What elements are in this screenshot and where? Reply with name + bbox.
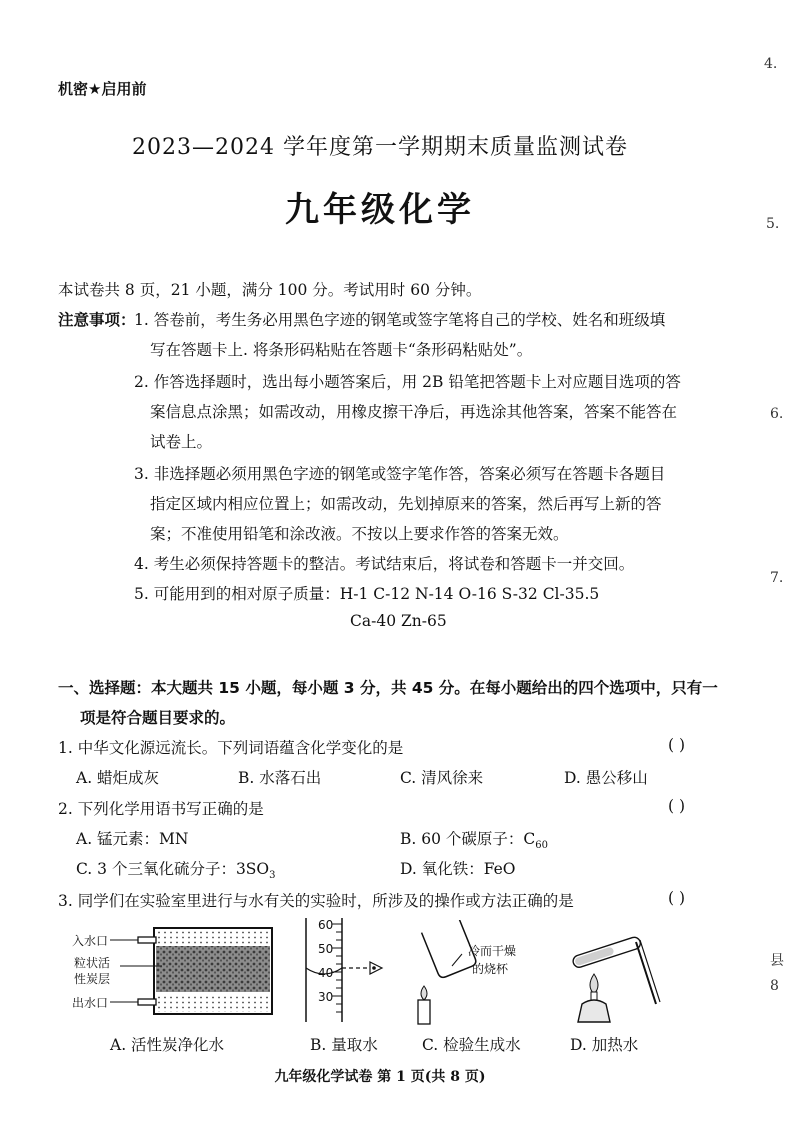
notice-line: 案信息点涂黑；如需改动，用橡皮擦干净后，再选涂其他答案，答案不能答在 bbox=[150, 403, 678, 421]
q1-option-d: D. 愚公移山 bbox=[564, 769, 648, 787]
heating-drawing bbox=[564, 922, 674, 1026]
figure-c-label: C. 检验生成水 bbox=[422, 1036, 521, 1054]
beaker-note-2: 的烧杯 bbox=[472, 962, 509, 976]
notice-line: Ca-40 Zn-65 bbox=[350, 612, 447, 630]
subject-title: 九年级化学 bbox=[285, 190, 475, 230]
cylinder-drawing bbox=[296, 916, 396, 1026]
margin-number: 8 bbox=[770, 978, 779, 994]
cylinder-tick-label: 50 bbox=[318, 942, 334, 956]
notice-line: 2. 作答选择题时，选出每小题答案后，用 2B 铅笔把答题卡上对应题目选项的答 bbox=[134, 373, 681, 391]
margin-number: 5. bbox=[766, 216, 780, 232]
cylinder-tick-label: 30 bbox=[318, 990, 334, 1004]
confidential-mark: 机密★启用前 bbox=[58, 80, 147, 98]
carbon-layer-label-1: 粒状活 bbox=[74, 956, 111, 970]
notice-line: 案；不准使用铅笔和涂改液。不按以上要求作答的答案无效。 bbox=[150, 525, 569, 543]
answer-paren: ( ) bbox=[668, 797, 686, 815]
cylinder-tick-label: 60 bbox=[318, 918, 334, 932]
q2-option-b-sub: 60 bbox=[535, 840, 548, 852]
notice-line: 1. 答卷前，考生务必用黑色字迹的钢笔或签字笔将自己的学校、姓名和班级填 bbox=[134, 311, 666, 329]
q2-option-b-text: B. 60 个碳原子：C bbox=[400, 830, 536, 848]
notice-line: 指定区域内相应位置上；如需改动，先划掉原来的答案，然后再写上新的答 bbox=[150, 495, 662, 513]
figure-a-carbon-filter bbox=[72, 920, 282, 1025]
cylinder-tick-label: 40 bbox=[318, 966, 334, 980]
q1-option-c: C. 清风徐来 bbox=[400, 769, 484, 787]
outlet-label: 出水口 bbox=[72, 996, 109, 1010]
figure-b-cylinder bbox=[296, 916, 396, 1026]
beaker-note-1: 冷而干燥 bbox=[468, 944, 517, 958]
figure-c-candle bbox=[408, 920, 548, 1026]
figure-d-label: D. 加热水 bbox=[570, 1036, 639, 1054]
figure-a-label: A. 活性炭净化水 bbox=[110, 1036, 225, 1054]
notice-label: 注意事项： bbox=[58, 311, 136, 329]
answer-paren: ( ) bbox=[668, 889, 686, 907]
answer-paren: ( ) bbox=[668, 736, 686, 754]
exam-intro: 本试卷共 8 页，21 小题，满分 100 分。考试用时 60 分钟。 bbox=[58, 281, 482, 299]
q2-option-c-sub: 3 bbox=[269, 870, 276, 882]
carbon-layer-label-2: 性炭层 bbox=[74, 972, 111, 986]
notice-line: 试卷上。 bbox=[150, 433, 213, 451]
margin-number: 6. bbox=[770, 406, 784, 422]
q2-option-d: D. 氧化铁：FeO bbox=[400, 860, 516, 878]
notice-line: 3. 非选择题必须用黑色字迹的钢笔或签字笔作答，答案必须写在答题卡各题目 bbox=[134, 465, 666, 483]
q2-option-c-text: C. 3 个三氧化硫分子：3SO bbox=[76, 860, 270, 878]
notice-line: 写在答题卡上. 将条形码粘贴在答题卡“条形码粘贴处”。 bbox=[150, 341, 533, 359]
question-3-stem: 3. 同学们在实验室里进行与水有关的实验时，所涉及的操作或方法正确的是 bbox=[58, 892, 574, 910]
margin-number: 4. bbox=[764, 56, 778, 72]
q2-option-c bbox=[76, 857, 276, 881]
section-heading: 一、选择题：本大题共 15 小题，每小题 3 分，共 45 分。在每小题给出的四个选项中，只有一 bbox=[58, 679, 718, 697]
q2-option-b bbox=[400, 827, 548, 851]
exam-title: 2023—2024 学年度第一学期期末质量监测试卷 bbox=[132, 135, 628, 160]
question-1-stem: 1. 中华文化源远流长。下列词语蕴含化学变化的是 bbox=[58, 739, 404, 757]
q1-option-b: B. 水落石出 bbox=[238, 769, 322, 787]
inlet-label: 入水口 bbox=[72, 934, 109, 948]
q1-option-a: A. 蜡炬成灰 bbox=[76, 769, 160, 787]
margin-char: 县 bbox=[770, 953, 784, 969]
page-footer: 九年级化学试卷 第 1 页(共 8 页) bbox=[274, 1069, 486, 1085]
q2-option-a: A. 锰元素：MN bbox=[76, 830, 189, 848]
notice-line: 5. 可能用到的相对原子质量：H-1 C-12 N-14 O-16 S-32 Cl-35.5 bbox=[134, 585, 600, 603]
section-heading-cont: 项是符合题目要求的。 bbox=[80, 709, 236, 727]
notice-line: 4. 考生必须保持答题卡的整洁。考试结束后，将试卷和答题卡一并交回。 bbox=[134, 555, 635, 573]
figure-d-heating bbox=[564, 922, 674, 1026]
question-2-stem: 2. 下列化学用语书写正确的是 bbox=[58, 800, 264, 818]
margin-number: 7. bbox=[770, 570, 784, 586]
figure-b-label: B. 量取水 bbox=[310, 1036, 378, 1054]
